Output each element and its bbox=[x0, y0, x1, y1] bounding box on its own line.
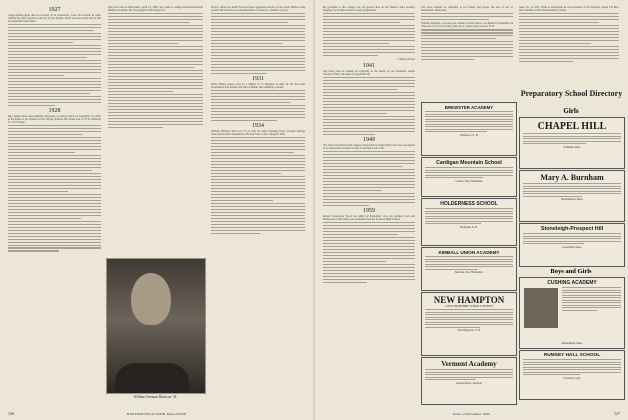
directory-title: Preparatory School Directory bbox=[520, 89, 623, 98]
obituary-continued-text: Otto now lives in Milwaukee. April 19, 1960, and came to college from Northwestern Military Academy. He was pledged to Phi Kappa Psi. bbox=[108, 6, 203, 13]
ad-new-hampton-town: New Hampton, N. H. bbox=[457, 329, 481, 332]
obituary-1928-intro: Mrs. Angela Ross died suddenly following a coronary attack on September 15, 1960, at the home of her mother in Fort Wayne, Indiana. Her home was at 10 W. Jefferson St., Fort Wayne. bbox=[8, 114, 101, 125]
ad-new-hampton bbox=[421, 292, 517, 356]
ad-chapel-hill bbox=[519, 117, 625, 169]
class-sympathy-text: The Class extends its sympathy to his family and regrets the loss of one of Dartmouth's finest men. bbox=[421, 6, 513, 13]
photo-caption: William Norman Harrison '34 bbox=[133, 395, 177, 399]
ad-kimball-name: KIMBALL UNION ACADEMY bbox=[438, 250, 500, 255]
ad-chapel-hill-name: CHAPEL HILL bbox=[537, 121, 607, 132]
left-page-footer: DARTMOUTH ALUMNI MAGAZINE bbox=[126, 412, 187, 416]
obituary-1934-body bbox=[211, 137, 305, 234]
ad-holderness-school bbox=[421, 198, 517, 246]
obituary-1949-body bbox=[323, 151, 415, 206]
left-column-3 bbox=[211, 6, 305, 236]
ad-cardigan-mountain-school bbox=[421, 157, 517, 197]
section-boys-girls-heading: Boys and Girls bbox=[550, 268, 592, 275]
ad-cushing-photo bbox=[524, 288, 558, 328]
ad-kimball-union-academy bbox=[421, 247, 517, 291]
tribute-signature: J. Henry Weaver bbox=[397, 57, 415, 61]
right-page-footer: Issue of December 1960 bbox=[452, 412, 491, 416]
year-heading-1927: 1927 bbox=[48, 7, 61, 13]
year-heading-1959: 1959 bbox=[363, 207, 375, 214]
portrait-photo bbox=[106, 258, 206, 394]
obituary-tribute-body bbox=[323, 13, 415, 56]
year-heading-1934: 1934 bbox=[252, 122, 264, 129]
ad-vermont-town: Saxtons River, Vermont bbox=[456, 381, 482, 385]
ad-kimball-town: Meriden, New Hampshire bbox=[455, 271, 483, 274]
ad-cardigan-name: Cardigan Mountain School bbox=[436, 160, 502, 166]
ad-vermont-name: Vermont Academy bbox=[441, 360, 497, 368]
ad-holderness-name: HOLDERNESS SCHOOL bbox=[440, 201, 498, 207]
ad-stoneleigh-town: Greenfield, Mass. bbox=[562, 245, 582, 249]
page-number-right: 127 bbox=[614, 411, 620, 416]
ad-burnham-town: Northampton, Mass. bbox=[560, 198, 584, 201]
ad-cardigan-town: Canaan, New Hampshire bbox=[455, 179, 483, 183]
obituary-1941-intro: Our Class joins in sending its sympathy to the family of our classmate, Arthur Vincent Carrier, who died on September 26. bbox=[323, 69, 415, 77]
ad-brewster-academy bbox=[421, 102, 517, 156]
obituary-tribute-text: his gratitude to the College was far greater than all his friends could possibly imagine, for he had received a sound preparation. bbox=[323, 6, 415, 13]
ad-vermont-academy bbox=[421, 357, 517, 405]
left-column-2 bbox=[108, 6, 203, 130]
obituary-parks-text: Shortly before his death Fred had been appointed director of the North Hudson Park system. He had served as superintendent of parks for a number of years. bbox=[211, 6, 305, 13]
year-heading-1931: 1931 bbox=[252, 75, 264, 82]
year-heading-1949: 1949 bbox=[363, 136, 375, 143]
ad-new-hampton-sub: A NEW HAMPSHIRE SCHOOL FOR BOYS bbox=[444, 305, 494, 308]
ad-cushing-town: Ashburnham, Mass. bbox=[561, 342, 583, 345]
obituary-1928-body bbox=[8, 125, 101, 252]
portrait-suit bbox=[115, 363, 189, 393]
page-number-left: 126 bbox=[8, 411, 14, 416]
obituary-1941-body bbox=[323, 77, 415, 135]
left-column-1 bbox=[8, 6, 101, 253]
ad-stoneleigh-prospect-hill bbox=[519, 223, 625, 267]
ad-holderness-town: Plymouth, N. H. bbox=[460, 225, 478, 229]
obituary-1927-intro: Joseph Hanna Ryan died on October 23 in Greenwich, Conn. He became ill while visiting his wife's parents in the city in late August, and it was discovered that he had an inoperable brain tumor. bbox=[8, 14, 101, 24]
ad-rumsey-town: Cornwall, Conn. bbox=[563, 376, 581, 380]
ad-brewster-town: Wolfeboro, N. H. bbox=[459, 133, 479, 137]
obituary-1931-intro: David Hulett passed away in a Miami, N. Y. Hospital on May 24. He had been hospitalized four months and then at Miami after suffering a stroke. bbox=[211, 82, 305, 89]
obituary-1959-body bbox=[323, 222, 415, 283]
portrait-face bbox=[131, 273, 171, 325]
ad-cushing-academy bbox=[519, 277, 625, 349]
left-page bbox=[0, 0, 313, 420]
class-sympathy-body bbox=[421, 13, 513, 20]
obituary-1931-body bbox=[211, 90, 305, 121]
right-column-2 bbox=[421, 6, 513, 62]
year-heading-1941: 1941 bbox=[363, 62, 375, 69]
ad-rumsey-name: RUMSEY HALL SCHOOL bbox=[543, 353, 601, 358]
section-girls-heading: Girls bbox=[563, 107, 579, 115]
ad-stoneleigh-name: Stoneleigh-Prospect Hill bbox=[540, 226, 604, 232]
obituary-fraternity-body bbox=[519, 13, 619, 62]
ad-burnham-name: Mary A. Burnham bbox=[540, 173, 604, 182]
ad-rumsey-hall-school bbox=[519, 350, 625, 400]
obituary-1959-intro: Robert Christopher Wood was killed on September 14 in an airplane crash near Hollywood, Calif. Kelly was graduated from the Stockton High School. bbox=[323, 214, 415, 221]
obituary-1927-body bbox=[8, 24, 101, 106]
obituary-continued-body bbox=[108, 13, 203, 128]
right-page bbox=[315, 0, 628, 420]
ad-new-hampton-name: NEW HAMPTON bbox=[433, 295, 505, 305]
ad-mary-burnham bbox=[519, 170, 625, 222]
obituary-1949-intro: The Class has learned with sadness of the death of James Wills Corr who was injured in an automobile accident on July 2 and died on the 13th. bbox=[323, 143, 415, 150]
obituary-1934-intro: William Harrison died in N. Y. on July 10 while returning from Colorado Springs where he had been hospitalized. He had come to the College in 1930. bbox=[211, 129, 305, 136]
right-column-3 bbox=[519, 6, 619, 64]
right-column-1 bbox=[323, 6, 415, 285]
tuck-obituary-text: Timothy Kennedy, a second-year student at Tuck School, was killed on September 24 when the car he was driving went out of control near Concord, N. H. bbox=[421, 22, 513, 29]
tuck-obituary-body bbox=[421, 29, 513, 60]
ad-brewster-name: BREWSTER ACADEMY bbox=[444, 105, 494, 110]
ad-cushing-name: CUSHING ACADEMY bbox=[547, 280, 597, 286]
obituary-fraternity-text: inent, Pa., in 1943. While at Dartmouth he was president of his fraternity, Alpha Chi Rho, and a member of the Interfraternity Council. bbox=[519, 6, 619, 13]
year-heading-1928: 1928 bbox=[48, 107, 61, 114]
obituary-parks-body bbox=[211, 13, 305, 74]
ad-chapel-hill-town: Waltham, Mass. bbox=[563, 145, 581, 149]
